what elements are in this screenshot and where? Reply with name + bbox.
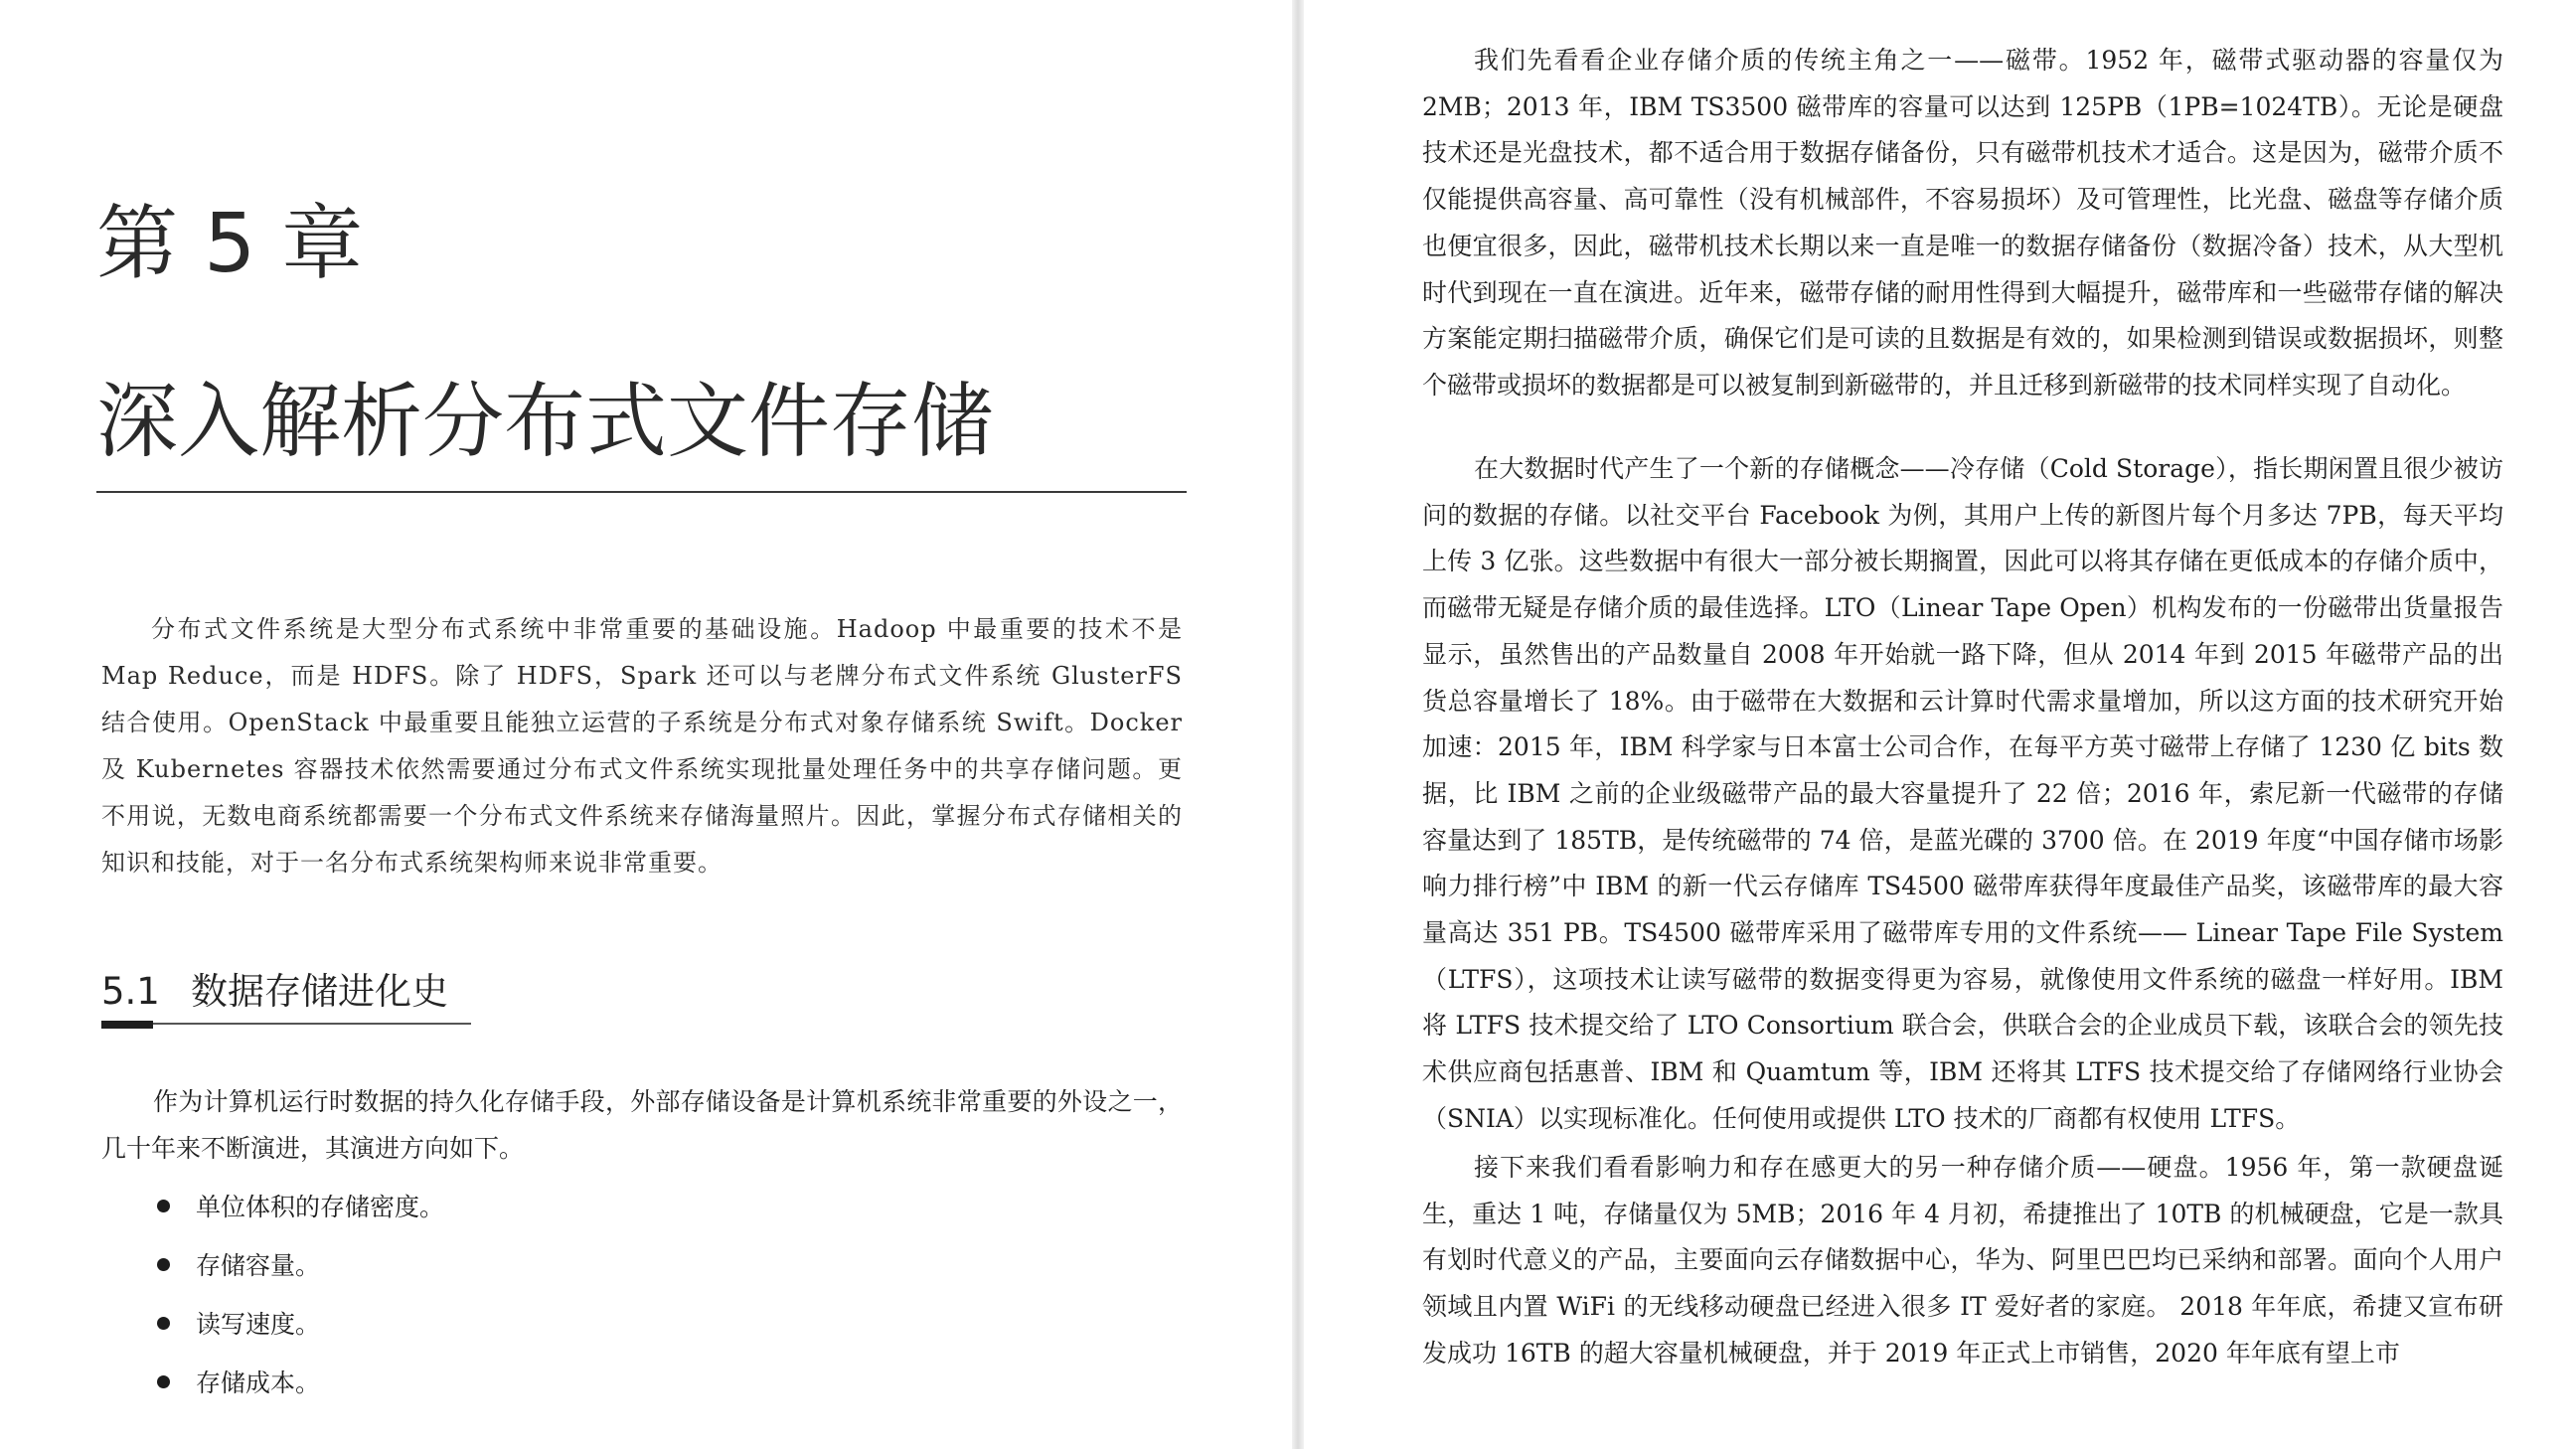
- bullet-dot-icon: [157, 1200, 170, 1212]
- section-title: 数据存储进化史: [191, 970, 448, 1013]
- book-gutter: [1292, 0, 1304, 1449]
- chapter-title: 深入解析分布式文件存储: [96, 375, 994, 469]
- section-number: 5.1: [101, 970, 160, 1013]
- list-item-text: 读写速度。: [196, 1310, 321, 1339]
- list-item: [157, 1185, 444, 1243]
- section-body-paragraph: 作为计算机运行时数据的持久化存储手段，外部存储设备是计算机系统非常重要的外设之一，几十年来不断演进，其演进方向如下。: [101, 1087, 1183, 1163]
- section-heading: [101, 964, 448, 1020]
- list-item: [157, 1243, 444, 1302]
- paragraph-cold-storage: 在大数据时代产生了一个新的存储概念——冷存储（Cold Storage），指长期闲置且很少被访问的数据的存储。以社交平台 Facebook 为例，其用户上传的新图片每个月多达 7PB，每天平均上传 3 亿张。这些数据中有很大一部分被长期搁置，因此可以将其存储在更低成本的存储介质中，而磁带无疑是存储介质的最佳选择。LTO（Linear Tape Open）机构发布的一份磁带出货量报告显示，虽然售出的产品数量自 2008 年开始就一路下降，但从 2014 年到 2015 年磁带产品的出货总容量增长了 18%。由于磁带在大数据和云计算时代需求量增加，所以这方面的技术研究开始加速：2015 年，IBM 科学家与日本富士公司合作，在每平方英寸磁带上存储了 1230 亿 bits 数据，比 IBM 之前的企业级磁带产品的最大容量提升了 22 倍；2016 年，索尼新一代磁带的存储容量达到了 185TB，是传统磁带的 74 倍，是蓝光碟的 3700 倍。在 2019 年度“中国存储市场影响力排行榜”中 IBM 的新一代云存储库 TS4500 磁带库获得年度最佳产品奖，该磁带库的最大容量高达 351 PB。TS4500 磁带库采用了磁带库专用的文件系统—— Linear Tape File System（LTFS），这项技术让读写磁带的数据变得更为容易，就像使用文件系统的磁盘一样好用。IBM 将 LTFS 技术提交给了 LTO Consortium 联合会，供联合会的企业成员下载，该联合会的领先技术供应商包括惠普、IBM 和 Quamtum 等，IBM 还将其 LTFS 技术提交给了存储网络行业协会（SNIA）以实现标准化。任何使用或提供 LTO 技术的厂商都有权使用 LTFS。: [1422, 454, 2503, 1133]
- bullet-dot-icon: [157, 1317, 170, 1330]
- paragraph-tape-storage: 我们先看看企业存储介质的传统主角之一——磁带。1952 年，磁带式驱动器的容量仅为 2MB；2013 年，IBM TS3500 磁带库的容量可以达到 125PB（1PB=1024TB）。无论是硬盘技术还是光盘技术，都不适合用于数据存储备份，只有磁带机技术才适合。这是因为，磁带介质不仅能提供高容量、高可靠性（没有机械部件，不容易损坏）及可管理性，比光盘、磁盘等存储介质也便宜很多，因此，磁带机技术长期以来一直是唯一的数据存储备份（数据冷备）技术，从大型机时代到现在一直在演进。近年来，磁带存储的耐用性得到大幅提升，磁带库和一些磁带存储的解决方案能定期扫描磁带介质，确保它们是可读的且数据是有效的，如果检测到错误或数据损坏，则整个磁带或损坏的数据都是可以被复制到新磁带的，并且迁移到新磁带的技术同样实现了自动化。: [1422, 46, 2503, 400]
- list-item: [157, 1361, 444, 1419]
- bullet-list: [157, 1185, 444, 1419]
- bullet-dot-icon: [157, 1258, 170, 1271]
- list-item: [157, 1302, 444, 1361]
- section-divider: [101, 1023, 471, 1025]
- title-divider: [96, 491, 1187, 493]
- right-page-text: [1422, 38, 2503, 1377]
- list-item-text: 存储成本。: [196, 1368, 321, 1397]
- list-item-text: 存储容量。: [196, 1251, 321, 1280]
- chapter-number: 第 5 章: [96, 197, 364, 291]
- bullet-dot-icon: [157, 1375, 170, 1388]
- paragraph-hard-disk: 接下来我们看看影响力和存在感更大的另一种存储介质——硬盘。1956 年，第一款硬盘诞生，重达 1 吨，存储量仅为 5MB；2016 年 4 月初，希捷推出了 10TB 的机械硬盘，它是一款具有划时代意义的产品，主要面向云存储数据中心，华为、阿里巴巴均已采纳和部署。面向个人用户领域且内置 WiFi 的无线移动硬盘已经进入很多 IT 爱好者的家庭。 2018 年年底，希捷又宣布研发成功 16TB 的超大容量机械硬盘，并于 2019 年正式上市销售，2020 年年底有望上市: [1422, 1153, 2503, 1368]
- section-divider-mark: [101, 1021, 153, 1029]
- chapter-intro: 分布式文件系统是大型分布式系统中非常重要的基础设施。Hadoop 中最重要的技术不是 Map Reduce，而是 HDFS。除了 HDFS，Spark 还可以与老牌分布式文件系统 GlusterFS 结合使用。OpenStack 中最重要且能独立运营的子系统是分布式对象存储系统 Swift。Docker 及 Kubernetes 容器技术依然需要通过分布式文件系统实现批量处理任务中的共享存储问题。更不用说，无数电商系统都需要一个分布式文件系统来存储海量照片。因此，掌握分布式存储相关的知识和技能，对于一名分布式系统架构师来说非常重要。: [101, 615, 1183, 877]
- list-item-text: 单位体积的存储密度。: [196, 1193, 445, 1221]
